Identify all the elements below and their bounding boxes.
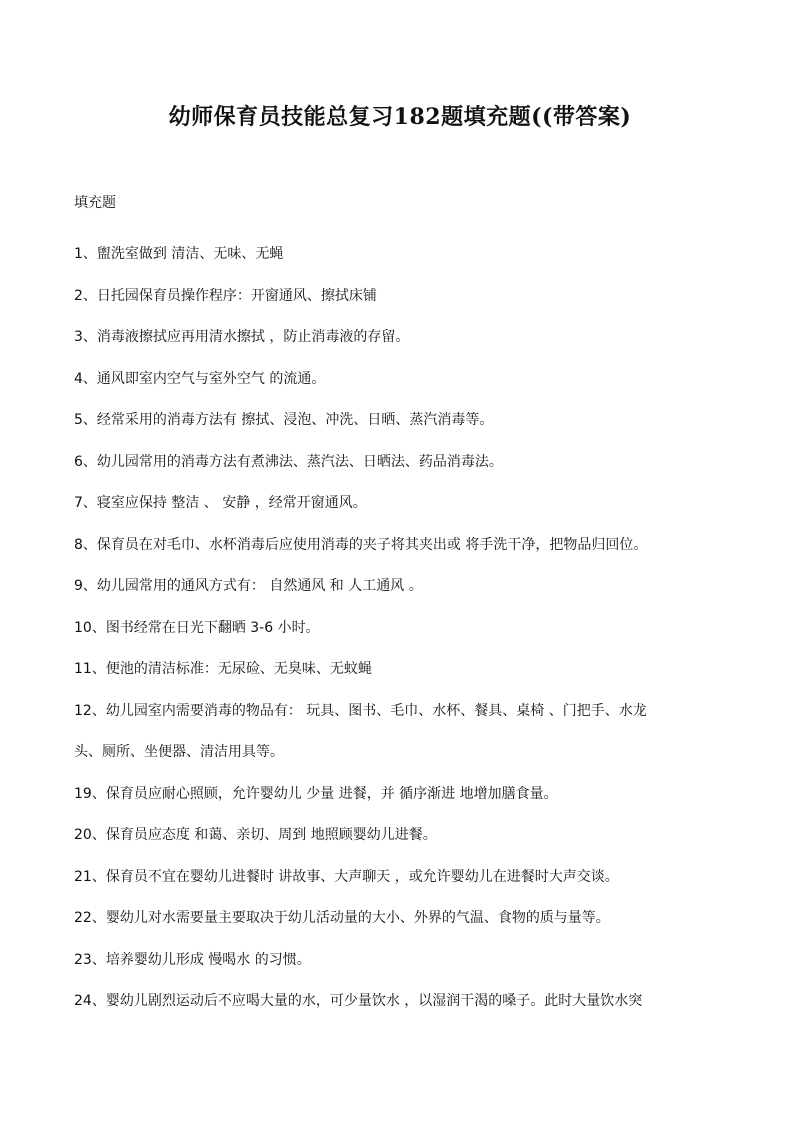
question-line-11: 11、便池的清洁标准：无尿硷、无臭味、无蚊蝇	[74, 661, 372, 677]
question-line-5: 5、经常采用的消毒方法有 擦拭、浸泡、冲洗、日晒、蒸汽消毒等。	[74, 412, 494, 428]
document-title: 幼师保育员技能总复习182题填充题((带答案)	[168, 104, 632, 130]
question-line-20: 20、保育员应态度 和蔼、亲切、周到 地照顾婴幼儿进餐。	[74, 827, 437, 843]
question-line-2: 2、日托园保育员操作程序：开窗通风、擦拭床铺	[74, 287, 377, 304]
question-line-6: 6、幼儿园常用的消毒方法有煮沸法、蒸汽法、日晒法、药品消毒法。	[74, 453, 503, 470]
question-line-12: 12、幼儿园室内需要消毒的物品有： 玩具、图书、毛巾、水杯、餐具、桌椅 、门把手、水龙	[74, 702, 647, 719]
question-line-21: 21、保育员不宜在婴幼儿进餐时 讲故事、大声聊天 ，或允许婴幼儿在进餐时大声交谈。	[74, 868, 619, 885]
question-line-19: 19、保育员应耐心照顾，允许婴幼儿 少量 进餐，并 循序渐进 地增加膳食量。	[74, 785, 558, 802]
question-line-23: 23、培养婴幼儿形成 慢喝水 的习惯。	[74, 951, 311, 968]
question-line-7: 7、寝室应保持 整洁 、 安静 ，经常开窗通风。	[74, 495, 367, 511]
question-line-3: 3、消毒液擦拭应再用清水擦拭 ，防止消毒液的存留。	[74, 329, 410, 345]
question-line-22: 22、婴幼儿对水需要量主要取决于幼儿活动量的大小、外界的气温、食物的质与量等。	[74, 910, 610, 926]
question-line-8: 8、保育员在对毛巾、水杯消毒后应使用消毒的夹子将其夹出或 将手洗干净，把物品归回位。	[74, 536, 648, 553]
question-line-10: 10、图书经常在日光下翻晒 3-6 小时。	[74, 619, 320, 636]
section-heading: 填充题	[74, 195, 116, 211]
question-list	[74, 234, 734, 1023]
question-line-4: 4、通风即室内空气与室外空气 的流通。	[74, 370, 326, 387]
question-line-1: 1、盥洗室做到 清洁、无味、无蝇	[74, 246, 284, 262]
question-line-12-continued: 头、厕所、坐便器、清洁用具等。	[74, 744, 284, 760]
question-line-24: 24、婴幼儿剧烈运动后不应喝大量的水，可少量饮水 ，以湿润干渴的嗓子。此时大量饮水突	[74, 993, 643, 1009]
question-line-9: 9、幼儿园常用的通风方式有： 自然通风 和 人工通风 。	[74, 578, 423, 594]
